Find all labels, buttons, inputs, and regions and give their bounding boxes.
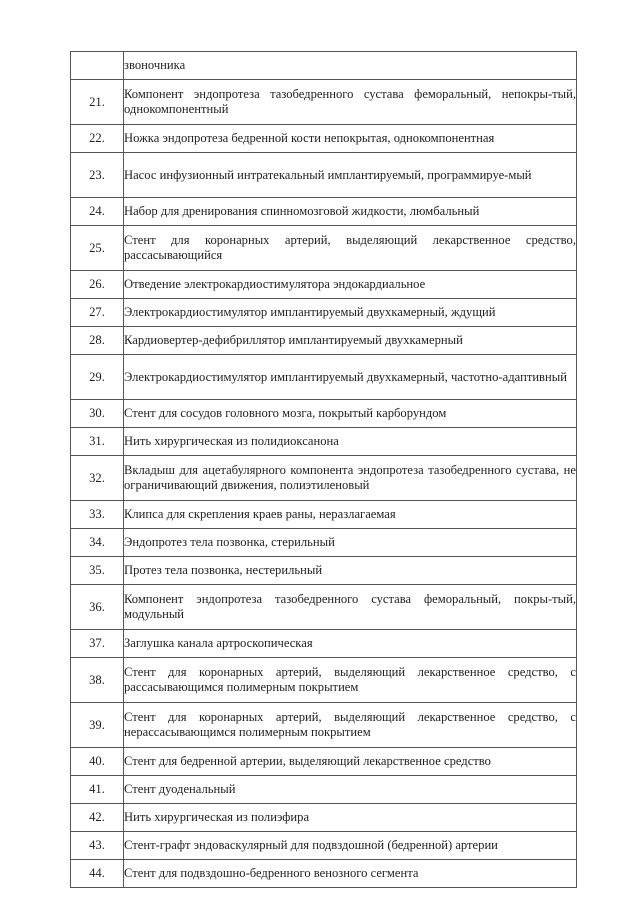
table-row <box>71 299 577 327</box>
device-name: Вкладыш для ацетабулярного компонента эндопротеза тазобедренного сустава, не ограничивающий движения, полиэтиленовый <box>124 456 577 501</box>
table-row <box>71 52 577 80</box>
table-row <box>71 703 577 748</box>
row-number: 37. <box>71 630 124 658</box>
medical-devices-table <box>70 51 577 888</box>
device-name: Насос инфузионный интратекальный имплантируемый, программируе-мый <box>124 153 577 198</box>
row-number: 36. <box>71 585 124 630</box>
table-row <box>71 400 577 428</box>
row-number: 24. <box>71 198 124 226</box>
row-number: 22. <box>71 125 124 153</box>
row-number: 25. <box>71 226 124 271</box>
table-row <box>71 585 577 630</box>
table-row <box>71 776 577 804</box>
table-body <box>71 52 577 888</box>
row-number: 42. <box>71 804 124 832</box>
table-row <box>71 226 577 271</box>
table-row <box>71 271 577 299</box>
device-name: Стент-графт эндоваскулярный для подвздошной (бедренной) артерии <box>124 832 577 860</box>
table-row <box>71 153 577 198</box>
row-number: 28. <box>71 327 124 355</box>
row-number: 38. <box>71 658 124 703</box>
table-row <box>71 748 577 776</box>
table-row <box>71 630 577 658</box>
device-name: Стент для подвздошно-бедренного венозного сегмента <box>124 860 577 888</box>
table-row <box>71 125 577 153</box>
device-name: Стент для коронарных артерий, выделяющий лекарственное средство, с рассасывающимся полимерным покрытием <box>124 658 577 703</box>
device-name: звоночника <box>124 52 577 80</box>
device-name: Эндопротез тела позвонка, стерильный <box>124 529 577 557</box>
device-name: Стент для коронарных артерий, выделяющий лекарственное средство, с нерассасывающимся полимерным покрытием <box>124 703 577 748</box>
row-number <box>71 52 124 80</box>
row-number: 23. <box>71 153 124 198</box>
device-name: Клипса для скрепления краев раны, неразлагаемая <box>124 501 577 529</box>
row-number: 26. <box>71 271 124 299</box>
row-number: 34. <box>71 529 124 557</box>
device-name: Заглушка канала артроскопическая <box>124 630 577 658</box>
row-number: 32. <box>71 456 124 501</box>
device-name: Отведение электрокардиостимулятора эндокардиальное <box>124 271 577 299</box>
table-row <box>71 658 577 703</box>
row-number: 39. <box>71 703 124 748</box>
table-row <box>71 198 577 226</box>
table-row <box>71 501 577 529</box>
device-name: Ножка эндопротеза бедренной кости непокрытая, однокомпонентная <box>124 125 577 153</box>
row-number: 21. <box>71 80 124 125</box>
row-number: 33. <box>71 501 124 529</box>
row-number: 31. <box>71 428 124 456</box>
table-row <box>71 355 577 400</box>
device-name: Электрокардиостимулятор имплантируемый двухкамерный, ждущий <box>124 299 577 327</box>
row-number: 40. <box>71 748 124 776</box>
device-name: Кардиовертер-дефибриллятор имплантируемый двухкамерный <box>124 327 577 355</box>
row-number: 30. <box>71 400 124 428</box>
device-name: Компонент эндопротеза тазобедренного сустава феморальный, непокры-тый, однокомпонентный <box>124 80 577 125</box>
device-name: Стент дуоденальный <box>124 776 577 804</box>
row-number: 29. <box>71 355 124 400</box>
device-name: Протез тела позвонка, нестерильный <box>124 557 577 585</box>
device-name: Стент для сосудов головного мозга, покрытый карборундом <box>124 400 577 428</box>
row-number: 43. <box>71 832 124 860</box>
row-number: 35. <box>71 557 124 585</box>
device-name: Набор для дренирования спинномозговой жидкости, люмбальный <box>124 198 577 226</box>
table-row <box>71 557 577 585</box>
table-row <box>71 804 577 832</box>
table-row <box>71 327 577 355</box>
device-name: Нить хирургическая из полидиоксанона <box>124 428 577 456</box>
table-row <box>71 80 577 125</box>
device-name: Компонент эндопротеза тазобедренного сустава феморальный, покры-тый, модульный <box>124 585 577 630</box>
device-name: Электрокардиостимулятор имплантируемый двухкамерный, частотно-адаптивный <box>124 355 577 400</box>
device-name: Стент для бедренной артерии, выделяющий лекарственное средство <box>124 748 577 776</box>
device-name: Стент для коронарных артерий, выделяющий лекарственное средство, рассасывающийся <box>124 226 577 271</box>
device-name: Нить хирургическая из полиэфира <box>124 804 577 832</box>
table-row <box>71 428 577 456</box>
row-number: 41. <box>71 776 124 804</box>
table-row <box>71 860 577 888</box>
table-row <box>71 529 577 557</box>
row-number: 27. <box>71 299 124 327</box>
table-row <box>71 456 577 501</box>
table-row <box>71 832 577 860</box>
row-number: 44. <box>71 860 124 888</box>
